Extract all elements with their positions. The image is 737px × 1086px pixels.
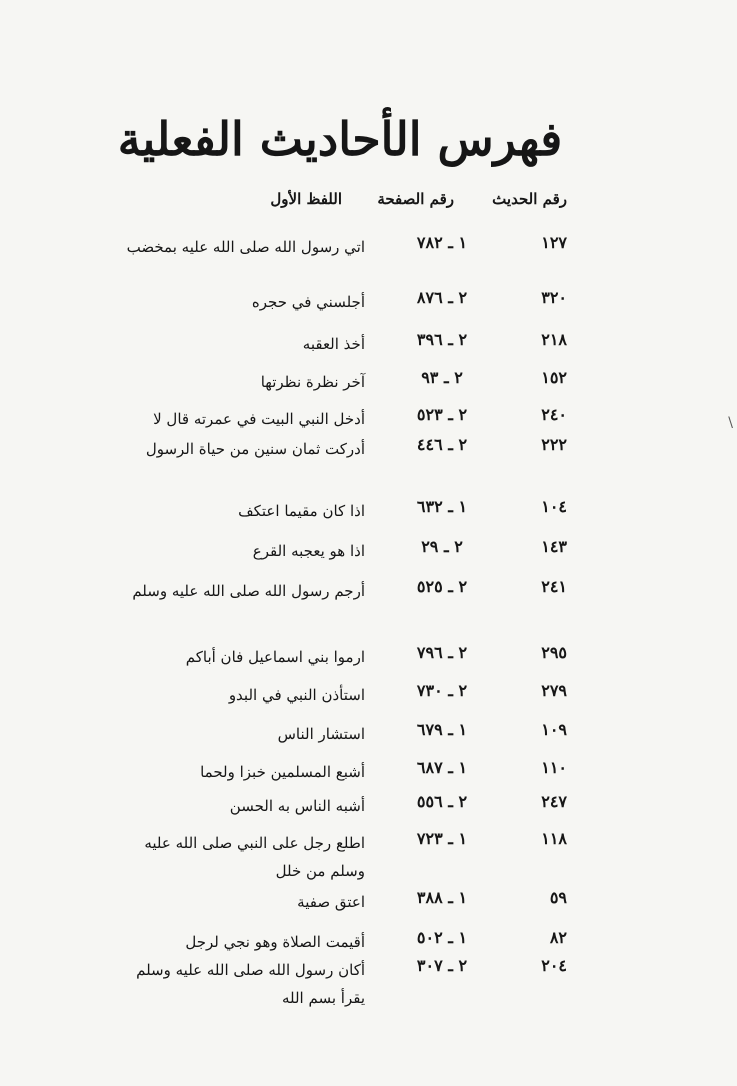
page-reference: ٢ ـ ٥٥٦ — [416, 792, 468, 811]
page-reference: ٢ ـ ٢٩ — [421, 537, 463, 556]
page-reference: ٢ ـ ٣٠٧ — [416, 956, 468, 975]
hadith-number: ١٤٣ — [541, 537, 567, 556]
page-title: فهرس الأحاديث الفعلية — [117, 112, 563, 166]
page-reference: ٢ ـ ٧٣٠ — [416, 681, 468, 700]
hadith-number: ١١٠ — [541, 758, 567, 777]
hadith-number: ٢٩٥ — [541, 643, 567, 662]
first-word: أجلسني في حجره — [251, 293, 365, 311]
hadith-number: ٣٢٠ — [541, 288, 567, 307]
stray-mark: \ — [728, 415, 733, 431]
hadith-number: ١٠٩ — [541, 720, 567, 739]
hadith-number: ٢٤٠ — [541, 405, 567, 424]
first-word: أقيمت الصلاة وهو نجي لرجل — [185, 933, 365, 951]
first-word: اتي رسول الله صلى الله عليه بمخضب — [126, 238, 365, 256]
first-word: اذا كان مقيما اعتكف — [238, 502, 365, 520]
first-word: أخذ العقبه — [302, 335, 365, 353]
page-reference: ١ ـ ٦٧٩ — [416, 720, 468, 739]
page-reference: ١ ـ ٥٠٢ — [416, 928, 468, 947]
page-reference: ٢ ـ ٥٢٣ — [416, 405, 468, 424]
column-header-number: رقم الحديث — [492, 190, 567, 208]
page-reference: ١ ـ ٦٣٢ — [416, 497, 468, 516]
first-word: اذا هو يعجبه القرع — [252, 542, 365, 560]
page-reference: ٢ ـ ٥٢٥ — [416, 577, 468, 596]
page-reference: ٢ ـ ٨٧٦ — [416, 288, 468, 307]
hadith-number: ٢٢٢ — [541, 435, 567, 454]
page-reference: ١ ـ ٣٨٨ — [416, 888, 468, 907]
page-reference: ٢ ـ ٩٣ — [421, 368, 463, 387]
first-word: آخر نظرة نظرتها — [260, 373, 365, 391]
column-header-page: رقم الصفحة — [377, 190, 454, 208]
first-word: أدخل النبي البيت في عمرته قال لا — [153, 410, 365, 428]
hadith-number: ٢٤١ — [541, 577, 567, 596]
first-word: أكان رسول الله صلى الله عليه وسلم يقرأ بسم الله — [136, 961, 365, 1007]
page-reference: ٢ ـ ٧٩٦ — [416, 643, 468, 662]
hadith-number: ٢٤٧ — [541, 792, 567, 811]
first-word: أشبه الناس به الحسن — [229, 797, 365, 815]
column-header-first-word: اللفظ الأول — [270, 190, 342, 208]
first-word: اعتق صفية — [297, 893, 365, 911]
first-word: أشبع المسلمين خبزا ولحما — [200, 763, 365, 781]
page-reference: ٢ ـ ٤٤٦ — [416, 435, 468, 454]
page-reference: ١ ـ ٦٨٧ — [416, 758, 468, 777]
hadith-number: ٢١٨ — [541, 330, 567, 349]
first-word: ارموا بني اسماعيل فان أباكم — [185, 648, 365, 666]
hadith-number: ١٢٧ — [541, 233, 567, 252]
first-word: أدركت ثمان سنين من حياة الرسول — [145, 440, 365, 458]
first-word: اطلع رجل على النبي صلى الله عليه وسلم من خلل — [144, 834, 365, 880]
page-reference: ١ ـ ٧٨٢ — [416, 233, 468, 252]
hadith-number: ٨٢ — [549, 928, 567, 947]
hadith-number: ٢٠٤ — [541, 956, 567, 975]
page-reference: ١ ـ ٧٢٣ — [416, 829, 468, 848]
page-reference: ٢ ـ ٣٩٦ — [416, 330, 468, 349]
hadith-number: ٢٧٩ — [541, 681, 567, 700]
first-word: استشار الناس — [277, 725, 365, 743]
first-word: أرجم رسول الله صلى الله عليه وسلم — [132, 582, 365, 600]
hadith-number: ١٠٤ — [541, 497, 567, 516]
hadith-number: ١١٨ — [541, 829, 567, 848]
hadith-number: ٥٩ — [549, 888, 567, 907]
first-word: استأذن النبي في البدو — [228, 686, 365, 704]
hadith-number: ١٥٢ — [541, 368, 567, 387]
